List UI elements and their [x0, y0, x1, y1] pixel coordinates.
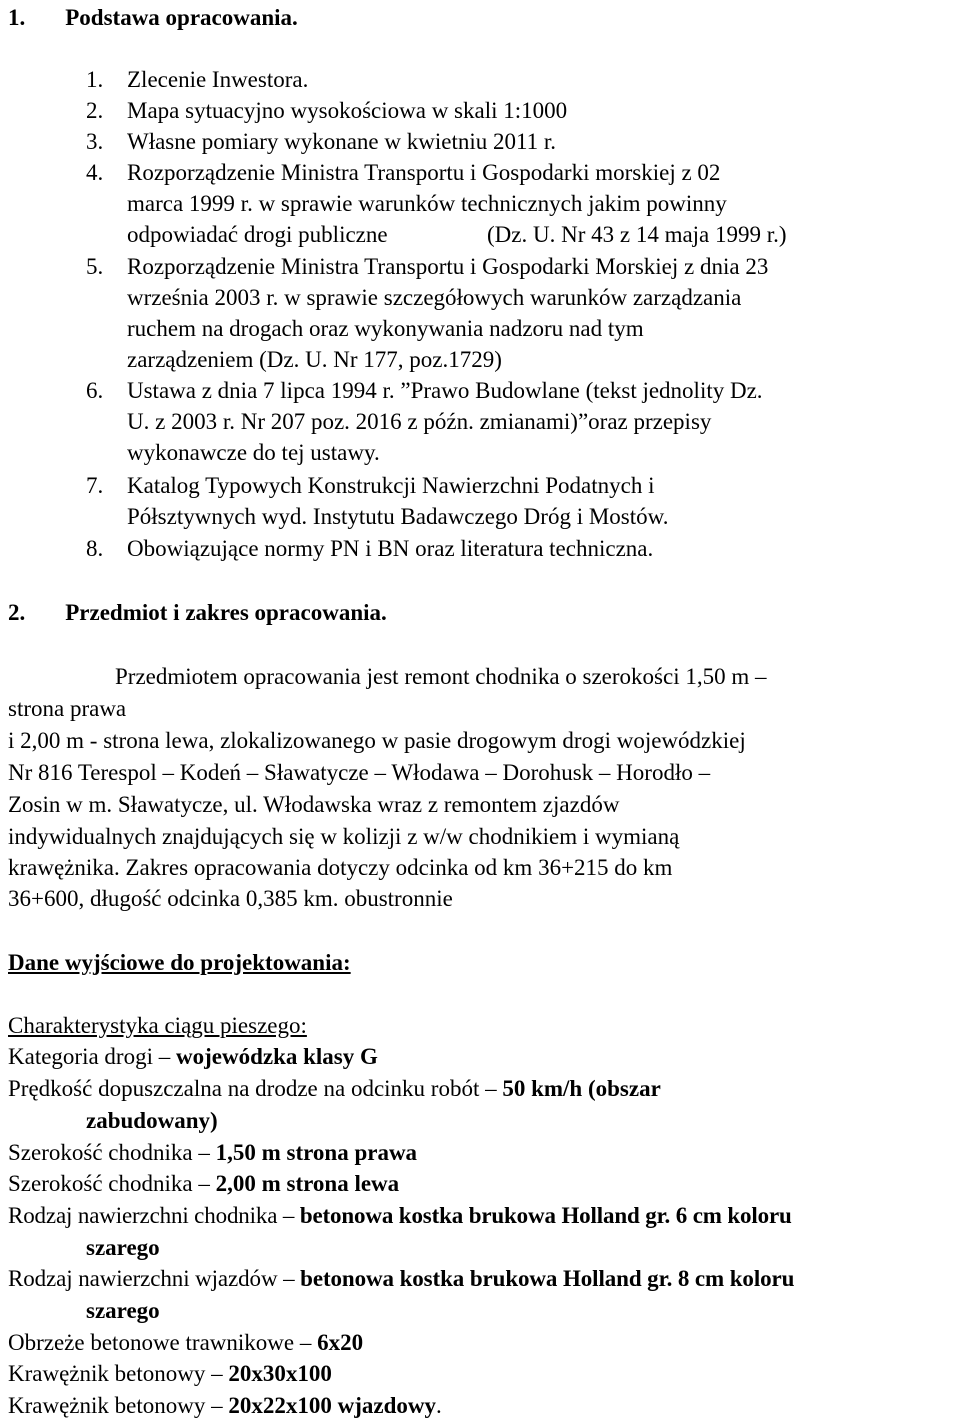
list-item-number: 8. — [86, 536, 104, 561]
spec-label: Krawężnik betonowy – — [8, 1393, 229, 1418]
section-1-number: 1. — [8, 5, 26, 30]
list-item-text: Zlecenie Inwestora. — [127, 67, 309, 92]
spec-value-continuation: szarego — [86, 1298, 160, 1323]
section-1-heading — [8, 2, 298, 34]
section-2-title: Przedmiot i zakres opracowania. — [65, 600, 387, 625]
list-item-number: 3. — [86, 129, 104, 154]
spec-value: betonowa kostka brukowa Holland gr. 6 cm koloru — [299, 1203, 792, 1228]
spec-row — [8, 1041, 378, 1073]
input-data-heading: Dane wyjściowe do projektowania: — [8, 950, 351, 975]
list-item-number: 1. — [86, 67, 104, 92]
list-item-text: Katalog Typowych Konstrukcji Nawierzchni Podatnych i — [127, 473, 655, 498]
spec-row — [8, 1358, 332, 1390]
spec-label: Szerokość chodnika – — [8, 1171, 216, 1196]
list-item-text: Ustawa z dnia 7 lipca 1994 r. ”Prawo Budowlane (tekst jednolity Dz. — [127, 378, 763, 403]
spec-value: 50 km/h (obszar — [502, 1076, 661, 1101]
list-item-text: września 2003 r. w sprawie szczegółowych warunków zarządzania — [127, 285, 742, 310]
list-item-number: 7. — [86, 473, 104, 498]
spec-value: 2,00 m strona lewa — [215, 1171, 400, 1196]
paragraph-line: Nr 816 Terespol – Kodeń – Sławatycze – Włodawa – Dorohusk – Horodło – — [8, 760, 711, 785]
spec-label: Rodzaj nawierzchni wjazdów – — [8, 1266, 301, 1291]
list-item-text: Mapa sytuacyjno wysokościowa w skali 1:1000 — [127, 98, 568, 123]
spec-value: 1,50 m strona prawa — [215, 1140, 418, 1165]
spec-row — [8, 1200, 792, 1232]
section-1-title: Podstawa opracowania. — [65, 5, 298, 30]
paragraph-line: indywidualnych znajdujących się w kolizji z w/w chodnikiem i wymianą — [8, 824, 680, 849]
paragraph-line: i 2,00 m - strona lewa, zlokalizowanego w pasie drogowym drogi wojewódzkiej — [8, 728, 746, 753]
spec-value: 6x20 — [317, 1330, 364, 1355]
paragraph-line: Przedmiotem opracowania jest remont chodnika o szerokości 1,50 m – — [115, 664, 767, 689]
spec-value: 20x22x100 wjazdowy — [228, 1393, 436, 1418]
list-item-text: ruchem na drogach oraz wykonywania nadzoru nad tym — [127, 316, 644, 341]
list-item-number: 5. — [86, 254, 104, 279]
spec-value-continuation: zabudowany) — [86, 1108, 218, 1133]
spec-label: Rodzaj nawierzchni chodnika – — [8, 1203, 300, 1228]
pedestrian-route-subheading: Charakterystyka ciągu pieszego: — [8, 1013, 307, 1038]
spec-value-continuation: szarego — [86, 1235, 160, 1260]
list-item-text: Obowiązujące normy PN i BN oraz literatura techniczna. — [127, 536, 654, 561]
list-item-text: Rozporządzenie Ministra Transportu i Gospodarki Morskiej z dnia 23 — [127, 254, 769, 279]
list-item-number: 6. — [86, 378, 104, 403]
spec-tail: . — [436, 1393, 442, 1418]
list-item — [86, 64, 103, 96]
list-item-text: (Dz. U. Nr 43 z 14 maja 1999 r.) — [487, 222, 787, 247]
spec-value: betonowa kostka brukowa Holland gr. 8 cm koloru — [300, 1266, 795, 1291]
paragraph-line: Zosin w m. Sławatycze, ul. Włodawska wraz z remontem zjazdów — [8, 792, 620, 817]
spec-row — [8, 1263, 794, 1295]
list-item-number: 4. — [86, 160, 104, 185]
spec-value: 20x30x100 — [228, 1361, 332, 1386]
paragraph-line: 36+600, długość odcinka 0,385 km. obustronnie — [8, 886, 453, 911]
list-item-text: U. z 2003 r. Nr 207 poz. 2016 z późn. zmianami)”oraz przepisy — [127, 409, 712, 434]
list-item-text: zarządzeniem (Dz. U. Nr 177, poz.1729) — [127, 347, 502, 372]
list-item-text: Własne pomiary wykonane w kwietniu 2011 r. — [127, 129, 557, 154]
section-2-heading — [8, 597, 387, 629]
spec-label: Prędkość dopuszczalna na drodze na odcinku robót – — [8, 1076, 503, 1101]
spec-value: wojewódzka klasy G — [175, 1044, 378, 1069]
list-item-text: marca 1999 r. w sprawie warunków technicznych jakim powinny — [127, 191, 727, 216]
list-item-text: Rozporządzenie Ministra Transportu i Gospodarki morskiej z 02 — [127, 160, 721, 185]
list-item-text: wykonawcze do tej ustawy. — [127, 440, 380, 465]
spec-label: Szerokość chodnika – — [8, 1140, 216, 1165]
spec-row — [8, 1168, 399, 1200]
section-2-number: 2. — [8, 600, 26, 625]
spec-row — [8, 1137, 417, 1169]
list-item-text: odpowiadać drogi publiczne — [127, 222, 388, 247]
list-item-number: 2. — [86, 98, 104, 123]
list-item-text: Półsztywnych wyd. Instytutu Badawczego Dróg i Mostów. — [127, 504, 669, 529]
spec-label: Krawężnik betonowy – — [8, 1361, 229, 1386]
paragraph-line: strona prawa — [8, 696, 127, 721]
paragraph-line: krawężnika. Zakres opracowania dotyczy odcinka od km 36+215 do km — [8, 855, 673, 880]
spec-label: Obrzeże betonowe trawnikowe – — [8, 1330, 318, 1355]
spec-row — [8, 1073, 661, 1105]
spec-label: Kategoria drogi – — [8, 1044, 176, 1069]
spec-row — [8, 1327, 363, 1359]
spec-row — [8, 1390, 442, 1422]
